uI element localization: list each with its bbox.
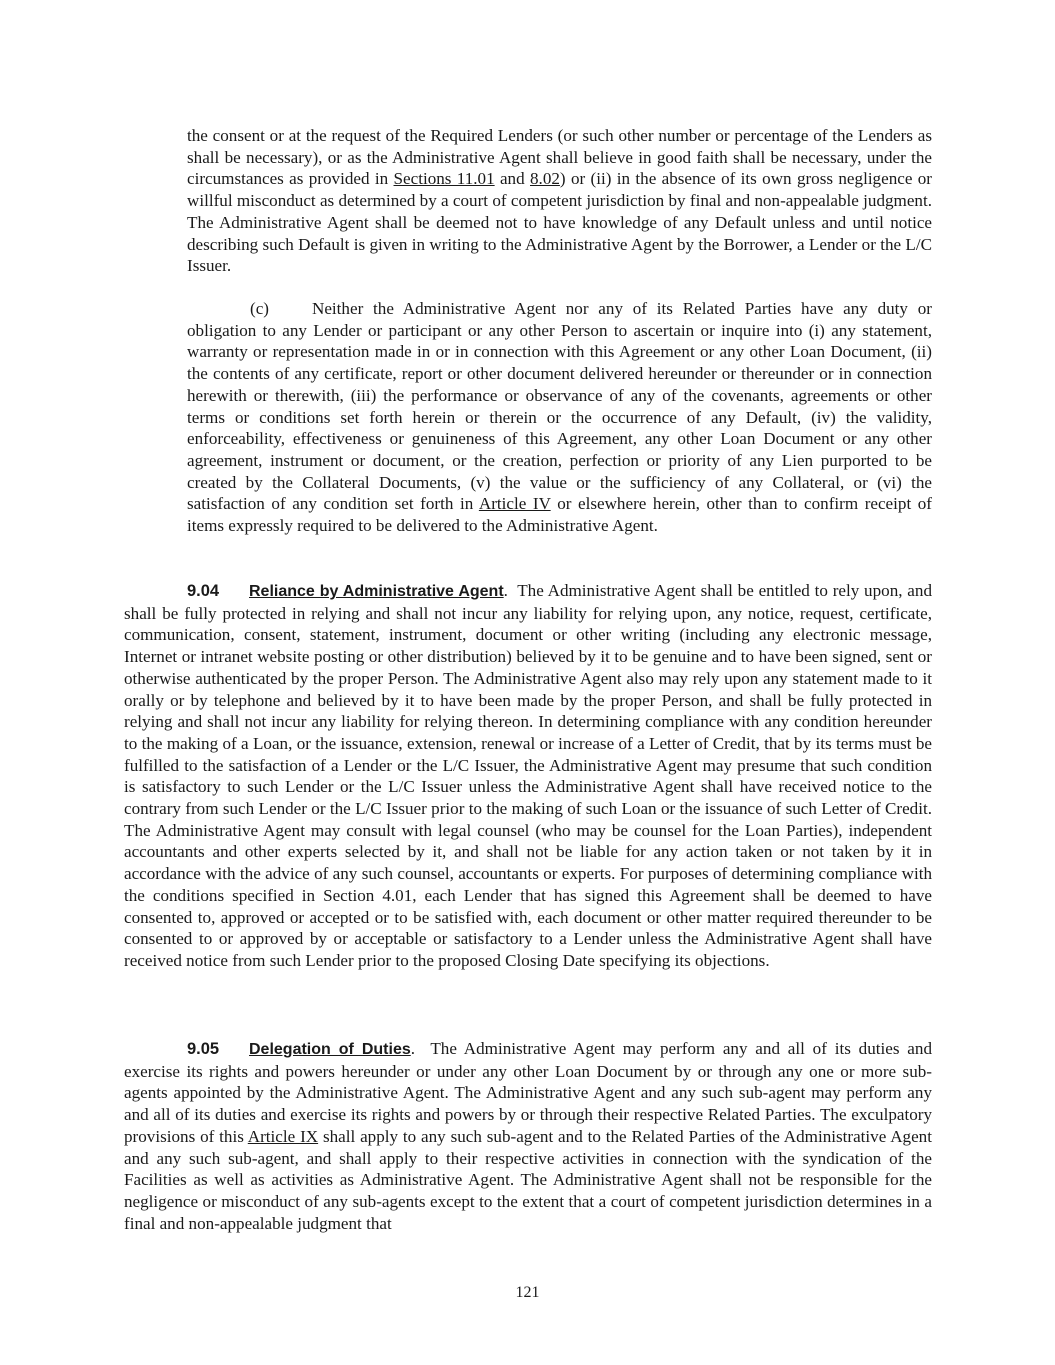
section-9-04 [124,580,932,972]
section-9-05 [124,1038,932,1234]
cross-reference-article-ix[interactable]: Article IX [247,1126,319,1146]
cross-reference-article-iv[interactable]: Article IV [478,494,551,514]
paragraph-text: The Administrative Agent shall be entitled to rely upon, and shall be fully protected in relying and shall not incur any liability for relying upon, any notice, request, certificate, communication, consent, statement, instrument, document or other writing (including any electronic message, Internet or intranet website posting or other distribution) believed by it to be genuine and to have been signed, sent or otherwise authenticated by the proper Person. The Administrative Agent also may rely upon any statement made to it orally or by telephone and believed by it to have been made by the proper Person, and shall be fully protected in relying and shall not incur any liability for relying thereon. In determining compliance with any condition hereunder to the making of a Loan, or the issuance, extension, renewal or increase of a Letter of Credit, that by its terms must be fulfilled to the satisfaction of a Lender or the L/C Issuer, the Administrative Agent may presume that such condition is satisfactory to such Lender or the L/C Issuer unless the Administrative Agent shall have received notice to the contrary from such Lender or the L/C Issuer prior to the making of such Loan or the issuance of such Letter of Credit. The Administrative Agent may consult with legal counsel (who may be counsel for the Loan Parties), independent accountants and other experts selected by it, and shall not be liable for any action taken or not taken by it in accordance with the advice of any such counsel, accountants or experts. For purposes of determining compliance with the conditions specified in Section 4.01, each Lender that has signed this Agreement shall be deemed to have consented to, approved or accepted or to be satisfied with, each document or other matter required thereunder to be consented to or approved by or acceptable or satisfactory to a Lender unless the Administrative Agent shall have received notice from such Lender prior to the proposed Closing Date specifying its objections. [124,581,932,970]
paragraph-text: and [494,169,530,189]
paragraph-text: or elsewhere herein, other than to confirm receipt of items expressly required to be delivered to the Administrative Agent. [187,494,932,536]
paragraph-text: The Administrative Agent may perform any and all of its duties and exercise its rights and powers hereunder or under any other Loan Document by or through any one or more sub-agents appointed by the Administrative Agent. The Administrative Agent and any such sub-agent may perform any and all of its duties and exercise its rights and powers by or through their respective Related Parties. The exculpatory provisions of this [124,1039,932,1146]
punctuation: . [410,1039,416,1058]
paragraph-c [187,298,932,537]
section-number: 9.05 [187,1040,220,1058]
section-title: Reliance by Administrative Agent [249,583,504,600]
paragraph-text: ) or (ii) in the absence of its own gross negligence or willful misconduct as determined by a court of competent jurisdiction by final and non-appealable judgment. The Administrative Agent shall be deemed not to have knowledge of any Default unless and until notice describing such Default is given in writing to the Administrative Agent by the Borrower, a Lender or the L/C Issuer. [187,169,933,276]
cross-reference-8-02[interactable]: 8.02 [530,169,560,189]
paragraph-text: the consent or at the request of the Required Lenders (or such other number or percentage of the Lenders as shall be necessary), or as the Administrative Agent shall believe in good faith shall be necessary, under the circumstances as provided in [187,126,932,189]
page-number: 121 [515,1284,540,1301]
section-number: 9.04 [187,582,220,600]
section-title: Delegation of Duties [249,1041,411,1058]
paragraph-b-continuation [187,125,932,277]
punctuation: . [503,581,508,600]
paragraph-text: Neither the Administrative Agent nor any of its Related Parties have any duty or obligation to any Lender or participant or any other Person to ascertain or inquire into (i) any statement, warranty or representation made in or in connection with this Agreement or any other Loan Document, (ii) the contents of any certificate, report or other document delivered hereunder or thereunder or in connection herewith or therewith, (iii) the performance or observance of any of the covenants, agreements or other terms or conditions set forth herein or therein or the occurrence of any Default, (iv) the validity, enforceability, effectiveness or genuineness of this Agreement, any other Loan Document or any other agreement, instrument or document, or the creation, perfection or priority of any Lien purported to be created by the Collateral Documents, (v) the value or the sufficiency of any Collateral, or (vi) the satisfaction of any condition set forth in [187,299,932,514]
paragraph-text: shall apply to any such sub-agent and to the Related Parties of the Administrative Agent and any such sub-agent, and shall apply to their respective activities in connection with the syndication of the Facilities as well as activities as Administrative Agent. The Administrative Agent shall not be responsible for the negligence or misconduct of any sub-agents except to the extent that a court of competent jurisdiction determines in a final and non-appealable judgment that [124,1126,932,1233]
paragraph-label: (c) [250,299,269,318]
cross-reference-sections-11-01[interactable]: Sections 11.01 [393,169,495,189]
